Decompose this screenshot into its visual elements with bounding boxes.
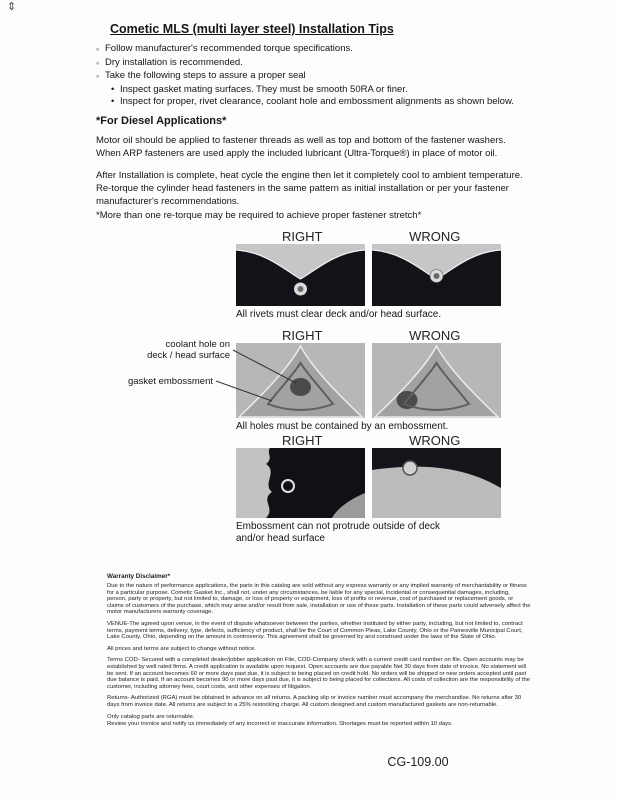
right-label: RIGHT	[282, 433, 323, 448]
figure-labels	[236, 433, 501, 448]
annotation-gasket-embossment: gasket embossment	[127, 376, 213, 387]
circle-bullet-icon	[96, 57, 105, 71]
warranty-paragraph: Due to the nature of performance applications, the parts in this catalog are sold without any express warranty or any implied warranty of merchantability or fitness for a particular purpose. Cometic Gasket Inc., shall not, under any circumstances, be liable for any special, incidental or consequential damages, including, person, party or property, but not limited to, damage, or loss of property or equipment, loss of profits or revenue, cost of purchased or replacement goods, or claims of customers of the purchase, which may arise and/or result from sale, installation or use of these parts. Installation of these parts could adversely affect the motor manufacturers warranty coverage.	[107, 583, 531, 616]
figure-embossment-protrusion	[236, 433, 501, 545]
dot-bullet-icon	[111, 96, 120, 109]
circle-bullet-icon	[96, 43, 105, 57]
warranty-paragraph: Only catalog parts are returnable.	[107, 713, 195, 720]
diesel-paragraph-1: Motor oil should be applied to fastener threads as well as top and bottom of the fastener washers. When ARP fasteners are used apply the included lubricant (Ultra-Torque®) in place of motor oil.	[96, 135, 506, 159]
warranty-paragraph: VENUE-The agreed upon venue, in the event of dispute whatsoever between the parties, whether instituted by either party, including, but not limited to, contract terms, payment terms, delivery, type, defects, sufficiency of product, shall be the Court of Common Pleas, Lake County, Ohio or the Painesville Municipal Court, Lake County, Ohio, depending on the amount in controversy. This agreement shall be governed by and construed under the laws of the State of Ohio.	[107, 621, 523, 641]
figure-caption: All rivets must clear deck and/or head surface.	[236, 309, 442, 320]
figure-caption: Embossment can not protrude outside of deck and/or head surface	[236, 521, 441, 544]
warranty-paragraph: Returns- Authorized (RGA) must be obtained in advance on all returns. A packing slip or invoice number must accompany the merchandise. No returns after 30 days from invoice date. All returns are subject to a 25% restocking charge. All custom designed and custom manufactured gaskets are non-returnable.	[107, 695, 522, 708]
list-item	[96, 70, 514, 84]
wrong-label: WRONG	[409, 328, 461, 343]
diesel-applications-heading: *For Diesel Applications*	[96, 115, 227, 127]
annotation-coolant-hole	[134, 339, 230, 361]
figure-rivet-clearance	[236, 229, 501, 320]
figure-labels	[236, 328, 501, 343]
warranty-heading: Warranty Disclaimer*	[107, 573, 171, 580]
figure-hole-embossment	[236, 328, 501, 432]
registration-mark-icon: ⇕	[7, 1, 17, 13]
right-label: RIGHT	[282, 328, 323, 343]
installation-tips-list	[96, 43, 514, 109]
list-item-text: Dry installation is recommended.	[105, 56, 243, 68]
list-item-text: Take the following steps to assure a proper seal	[105, 70, 306, 82]
rivet-right-image	[236, 244, 365, 306]
sub-list-item	[111, 84, 514, 97]
dot-bullet-icon	[111, 84, 120, 97]
right-label: RIGHT	[282, 229, 323, 244]
catalog-page-code: CG-109.00	[387, 755, 449, 769]
warranty-paragraph: Review your invoice and notify us immediately of any incorrect or inaccurate information. Shortages must be reported within 10 days.	[107, 720, 453, 727]
page-title: Cometic MLS (multi layer steel) Installation Tips	[110, 22, 394, 36]
list-item-text: Follow manufacturer's recommended torque specifications.	[105, 43, 353, 54]
warranty-paragraph: Terms COD- Secured with a completed dealer/jobber application on File, COD-Company check with a current credit card number on file. Open accounts may be established by well rated firms. A credit application is available upon request. Open accounts are due payable Net 30 days from date of invoice. No statement will be sent. If an account becomes 60 or more days past due, it is subject to being placed on credit hold. No orders will be shipped or new orders accepted until past due balance is paid. If an account becomes 90 or more days past due, it is subject to being placed for collections. All costs of collection are the responsibility of the customer, including attorney fees, court costs, and other expenses of litigation.	[107, 657, 531, 690]
protrusion-right-image	[236, 448, 365, 518]
circle-bullet-icon	[96, 70, 105, 84]
wrong-label: WRONG	[409, 433, 461, 448]
figure-caption: All holes must be contained by an embossment.	[236, 421, 449, 432]
warranty-section	[107, 574, 531, 728]
annotation-line-1: coolant hole on	[165, 339, 230, 350]
sub-list-item	[111, 96, 514, 109]
figure-labels	[236, 229, 501, 244]
rivet-wrong-image	[372, 244, 501, 306]
figure-panels	[236, 244, 501, 306]
retorque-note: *More than one re-torque may be required to achieve proper fastener stretch*	[96, 210, 422, 221]
list-item-text: Inspect for proper, rivet clearance, coolant hole and embossment alignments as shown below.	[120, 96, 514, 108]
annotation-line-2: deck / head surface	[147, 350, 230, 361]
list-item	[96, 43, 514, 57]
wrong-label: WRONG	[409, 229, 461, 244]
figure-panels	[236, 343, 501, 418]
diesel-paragraph-2: After Installation is complete, heat cycle the engine then let it completely cool to ambient temperature. Re-torque the cylinder head fasteners in the same pattern as initial installation or per your fastener manufacturer's recommendations.	[96, 170, 523, 207]
figure-panels	[236, 448, 501, 518]
list-item-text: Inspect gasket mating surfaces. They must be smooth 50RA or finer.	[120, 83, 408, 95]
embossment-right-image	[236, 343, 365, 418]
list-item	[96, 57, 514, 71]
warranty-paragraph: All prices and terms are subject to change without notice.	[107, 645, 256, 652]
embossment-wrong-image	[372, 343, 501, 418]
protrusion-wrong-image	[372, 448, 501, 518]
